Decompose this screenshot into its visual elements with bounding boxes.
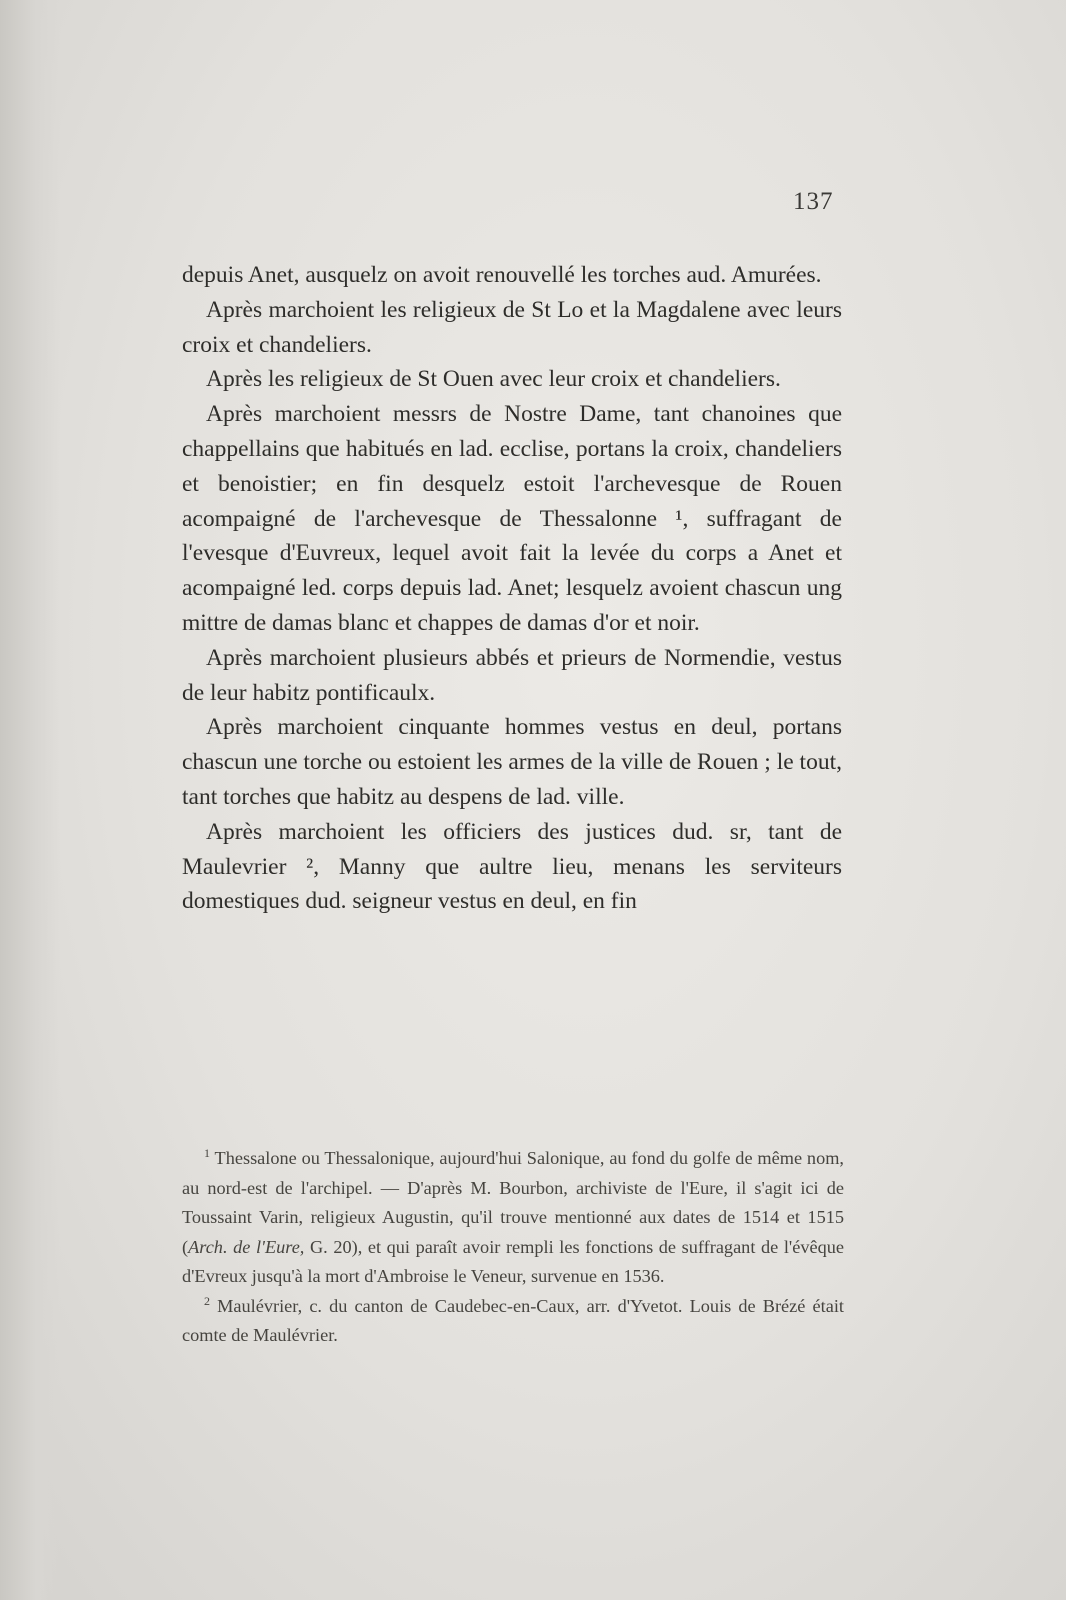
- page-number: 137: [793, 188, 834, 215]
- footnote-citation: Arch. de l'Eure,: [188, 1236, 305, 1257]
- footnote: [182, 1292, 844, 1351]
- paragraph: depuis Anet, ausquelz on avoit renouvellé les torches aud. Amurées.: [182, 262, 822, 288]
- footnote-marker: 1: [204, 1145, 210, 1160]
- footnote-text: Maulévrier, c. du canton de Caudebec-en-Caux, arr. d'Yvetot. Louis de Brézé était comte de Maulévrier.: [182, 1295, 844, 1345]
- footnote-text: G. 20), et qui paraît avoir rempli les fonctions de suffragant de l'évêque d'Evreux jusqu'à la mort d'Ambroise le Veneur, survenue en 1536.: [182, 1236, 844, 1286]
- paragraph: Après marchoient messrs de Nostre Dame, tant chanoines que chappellains que habitués en lad. ecclise, portans la croix, chandeliers et benoistier; en fin desquelz estoit l'archevesque de Rouen acompaigné de l'archevesque de Thessalonne ¹, suffragant de l'evesque d'Euvreux, lequel avoit fait la levée du corps a Anet et acompaigné led. corps depuis lad. Anet; lesquelz avoient chascun ung mittre de damas blanc et chappes de damas d'or et noir.: [182, 401, 842, 636]
- paragraph: Après marchoient plusieurs abbés et prieurs de Normendie, vestus de leur habitz pontificaulx.: [182, 644, 842, 706]
- main-text: [182, 258, 842, 919]
- paragraph: Après marchoient cinquante hommes vestus en deul, portans chascun une torche ou estoient les armes de la ville de Rouen ; le tout, tant torches que habitz au despens de lad. ville.: [182, 714, 842, 810]
- paragraph: Après les religieux de St Ouen avec leur croix et chandeliers.: [206, 366, 781, 393]
- footnote-text: Thessalone ou Thessalonique, aujourd'hui Salonique, au fond du golfe de même nom, au nord-est de l'archipel. — D'après M. Bourbon, archiviste de l'Eure, il s'agit ici de Toussaint Varin, religieux Augustin, qu'il trouve mentionné aux dates de 1514 et 1515 (: [182, 1148, 845, 1257]
- paragraph: Après marchoient les religieux de St Lo et la Magdalene avec leurs croix et chandeliers.: [182, 296, 842, 358]
- footnotes: [182, 1144, 844, 1351]
- footnote: [182, 1144, 844, 1292]
- footnote-marker: 2: [204, 1293, 210, 1308]
- paragraph: Après marchoient les officiers des justices dud. sr, tant de Maulevrier ², Manny que aultre lieu, menans les serviteurs domestiques dud. seigneur vestus en deul, en fin: [182, 818, 842, 915]
